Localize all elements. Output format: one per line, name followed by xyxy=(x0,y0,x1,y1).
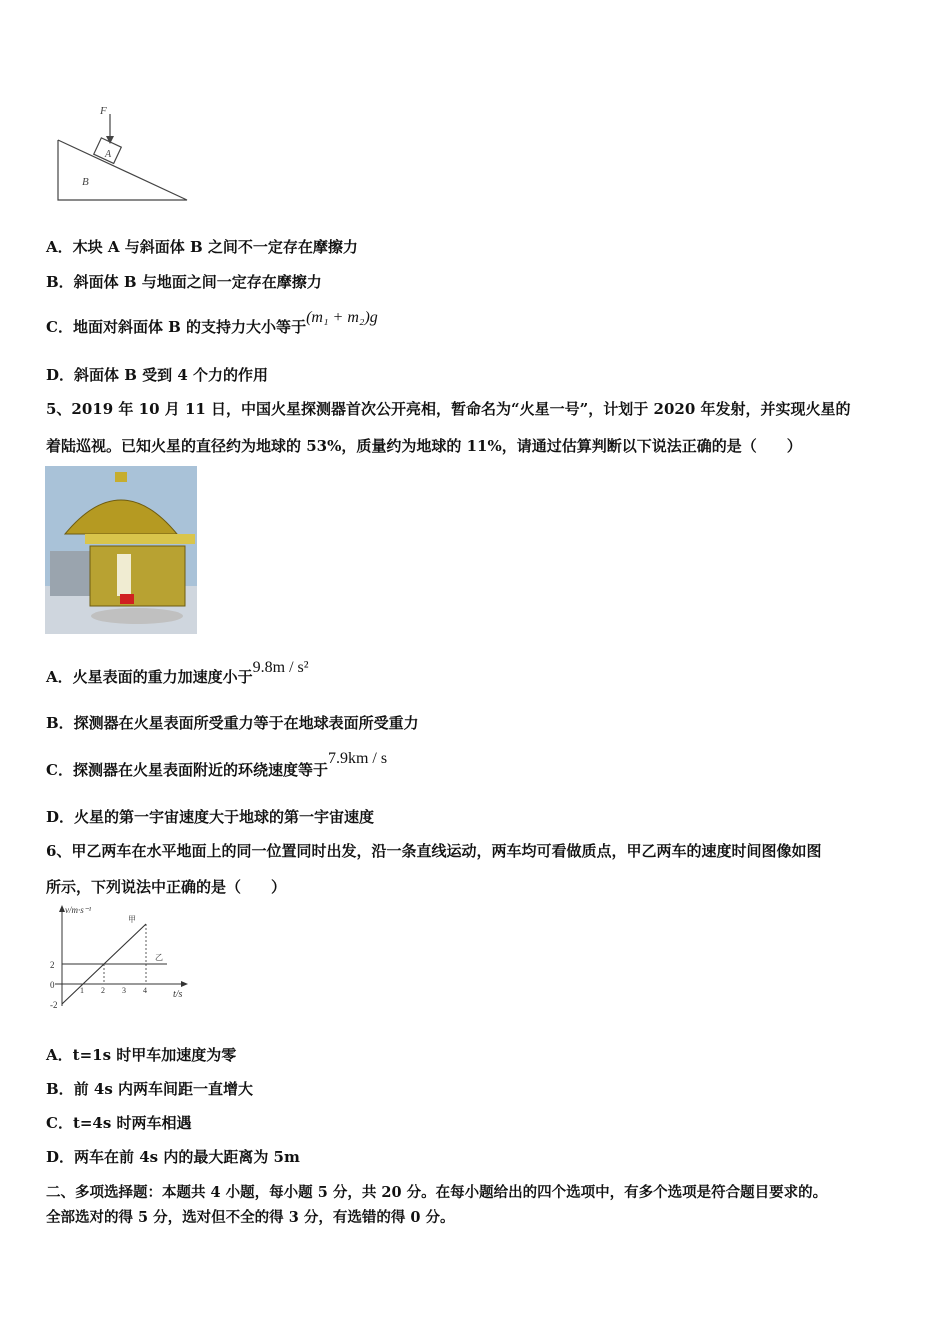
section2-heading-line-1: 二、多项选择题：本题共 4 小题，每小题 5 分，共 20 分。在每小题给出的四个选项中，有多个选项是符合题目要求的。 xyxy=(46,1184,828,1201)
x-tick-label: 4 xyxy=(143,986,147,995)
x-tick-label: 2 xyxy=(101,986,105,995)
q4-option-a: A．木块 A 与斜面体 B 之间不一定存在摩擦力 xyxy=(46,238,358,256)
q6-option-a xyxy=(46,1044,236,1065)
q5-option-b: B．探测器在火星表面所受重力等于在地球表面所受重力 xyxy=(46,714,419,732)
x-tick-label: 1 xyxy=(80,986,84,995)
x-tick-label: 3 xyxy=(122,986,126,995)
x-axis-arrow xyxy=(181,981,188,987)
section2-heading-line-2: 全部选对的得 5 分，选对但不全的得 3 分，有选错的得 0 分。 xyxy=(46,1209,455,1226)
q5-stem-line-1: 5、2019 年 10 月 11 日，中国火星探测器首次公开亮相，暂命名为“火星一号”，计划于 2020 年发射，并实现火星的 xyxy=(46,400,851,418)
q6-stem-line-2: 所示，下列说法中正确的是（ ） xyxy=(46,878,287,896)
y-tick-label: -2 xyxy=(50,1000,58,1010)
mars-probe-photo xyxy=(45,466,197,634)
q5-option-c xyxy=(46,750,388,780)
q4-option-c-text: C．地面对斜面体 B 的支持力大小等于 xyxy=(46,318,307,336)
y-tick-label: 2 xyxy=(50,960,55,970)
y-tick-label: 0 xyxy=(50,980,55,990)
q4-option-b: B．斜面体 B 与地面之间一定存在摩擦力 xyxy=(46,273,322,291)
q5-stem-line-2: 着陆巡视。已知火星的直径约为地球的 53%，质量约为地球的 11%，请通过估算判断以下说法正确的是（ ） xyxy=(46,437,802,455)
y-axis-label: v/m·s⁻¹ xyxy=(65,905,92,915)
q5-option-d: D．火星的第一宇宙速度大于地球的第一宇宙速度 xyxy=(46,808,375,826)
q6-option-b: B．前 4s 内两车间距一直增大 xyxy=(46,1080,254,1098)
q5-option-c-text: C．探测器在火星表面附近的环绕速度等于 xyxy=(46,761,328,779)
series-label: 甲 xyxy=(128,915,136,924)
q5-option-a xyxy=(46,659,309,687)
velocity-time-chart xyxy=(45,902,200,1014)
q4-option-c-formula: (m₁ + m₂)g xyxy=(306,309,378,326)
q6-option-d: D．两车在前 4s 内的最大距离为 5m xyxy=(46,1148,300,1166)
incline-figure xyxy=(50,100,200,210)
q5-option-c-formula: 7.9km / s xyxy=(327,750,388,767)
q6-option-c: C．t=4s 时两车相遇 xyxy=(46,1114,192,1132)
q4-option-d: D．斜面体 B 受到 4 个力的作用 xyxy=(46,366,269,384)
q5-option-a-text: A．火星表面的重力加速度小于 xyxy=(46,668,253,686)
q4-option-c xyxy=(46,309,378,337)
block-a-label: A xyxy=(105,149,112,160)
series-label: 乙 xyxy=(155,953,163,962)
q5-option-a-formula: 9.8m / s² xyxy=(252,659,309,676)
q6-option-a-text: A．t=1s 时甲车加速度为零 xyxy=(46,1046,237,1064)
q6-stem-line-1: 6、甲乙两车在水平地面上的同一位置同时出发，沿一条直线运动，两车均可看做质点，甲乙两车的速度时间图像如图 xyxy=(46,842,822,860)
block-b-label: B xyxy=(82,176,89,188)
x-axis-label: t/s xyxy=(173,989,183,1000)
force-label: F xyxy=(100,105,107,117)
